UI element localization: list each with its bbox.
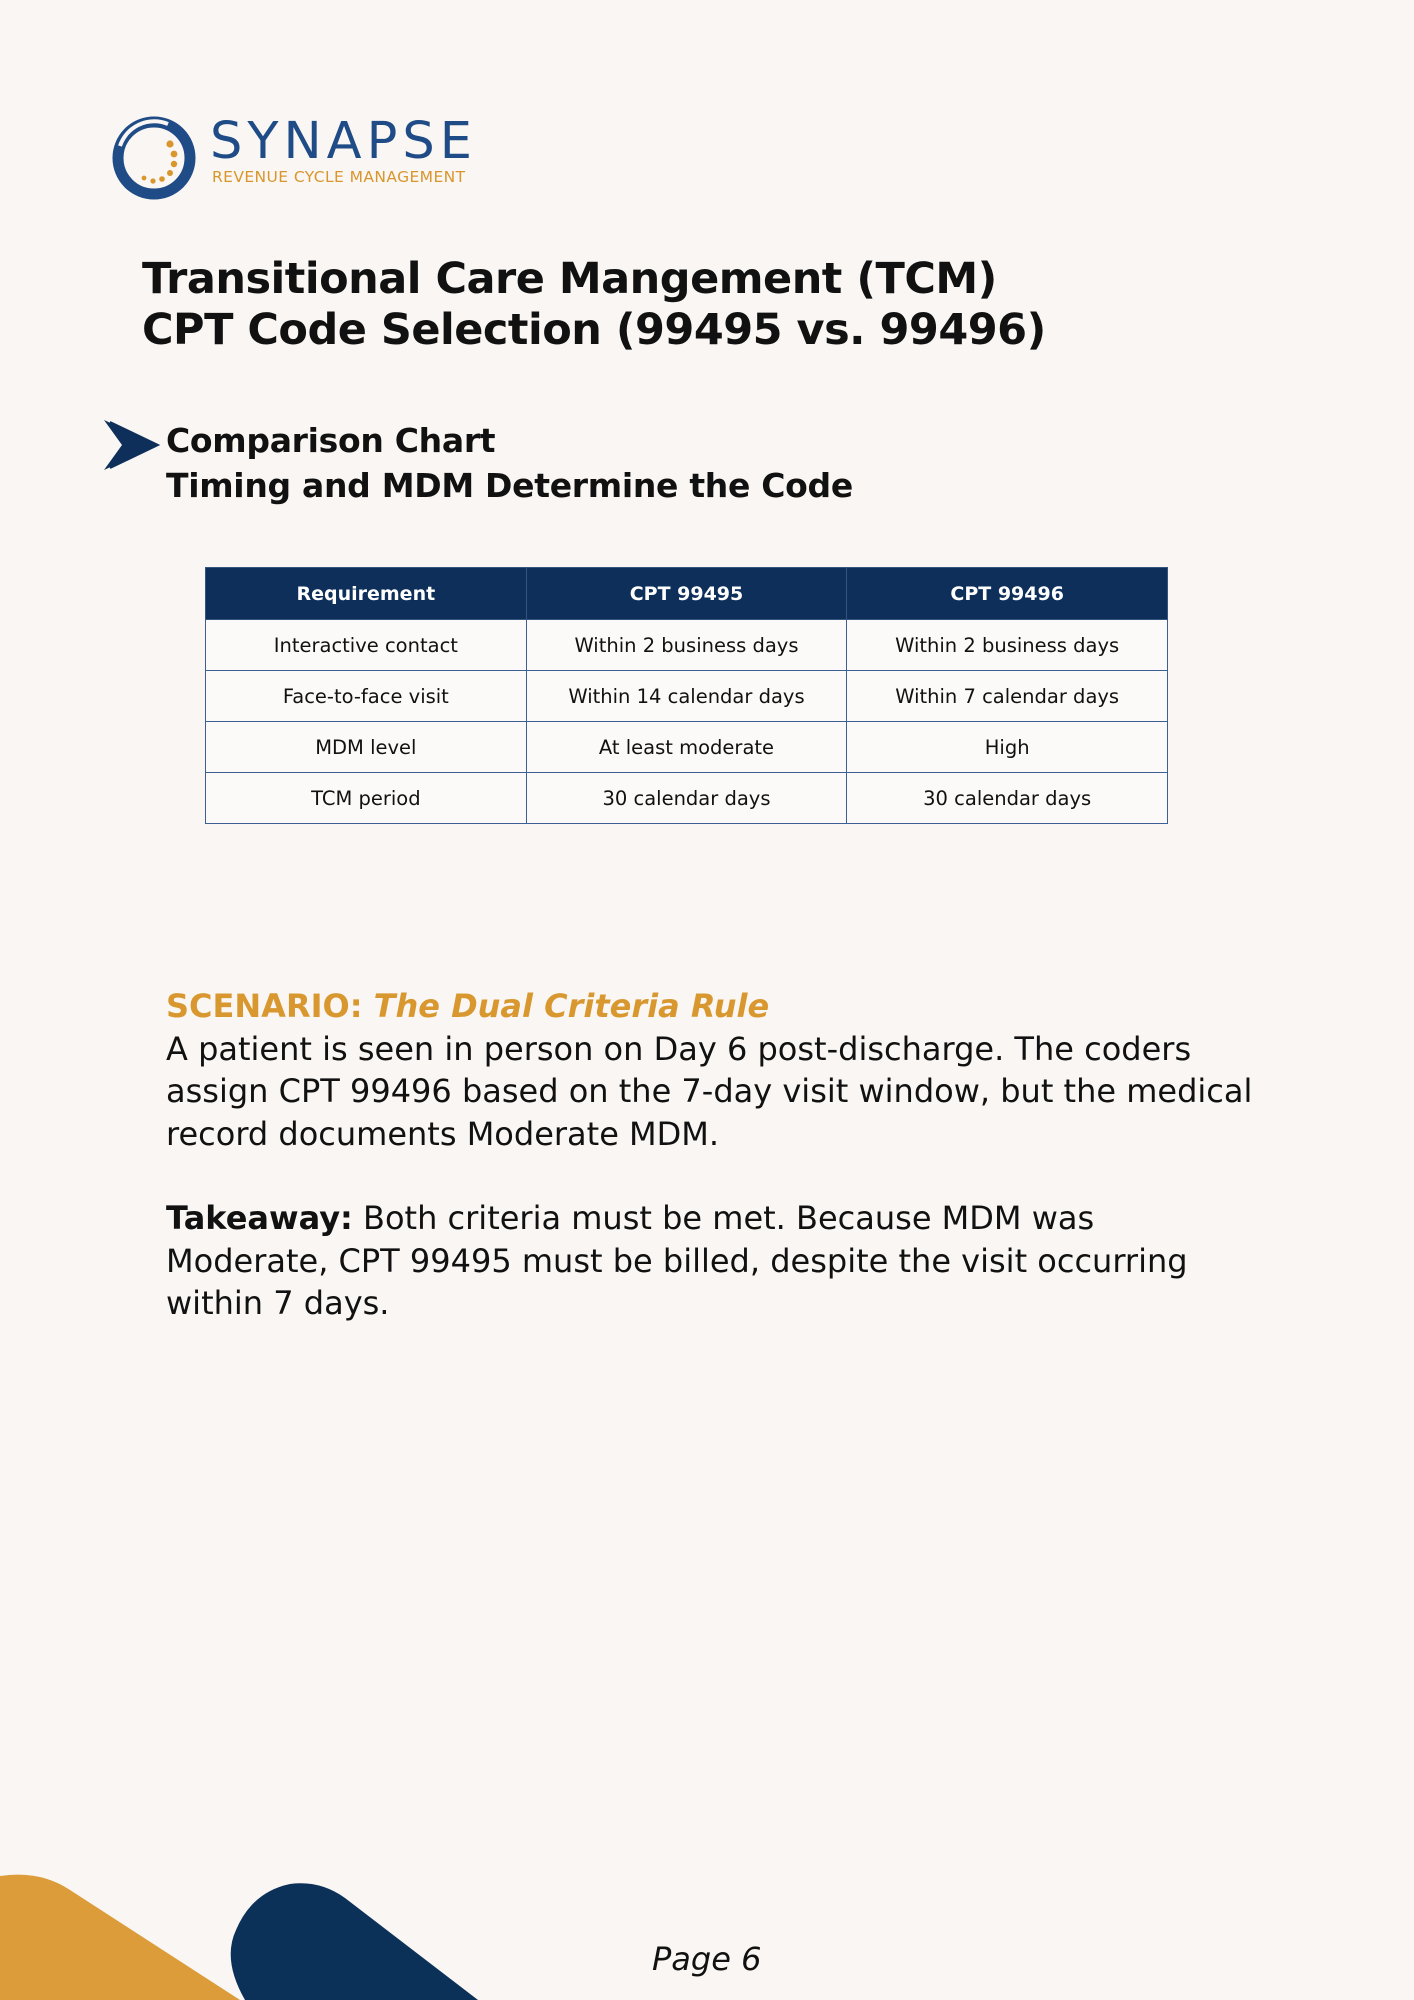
table-cell: Within 14 calendar days (526, 671, 847, 722)
table-cell: At least moderate (526, 722, 847, 773)
logo-wordmark: SYNAPSE (210, 112, 477, 171)
column-header: Requirement (206, 568, 527, 620)
page-title-line-1: Transitional Care Mangement (TCM) (142, 254, 997, 304)
table-cell: Within 7 calendar days (847, 671, 1168, 722)
scenario-block (166, 985, 1266, 1325)
takeaway-paragraph (166, 1197, 1266, 1325)
table-cell: MDM level (206, 722, 527, 773)
table-cell: 30 calendar days (526, 773, 847, 824)
comparison-table (205, 567, 1168, 824)
company-logo (108, 108, 528, 203)
synapse-logo-icon (108, 112, 200, 204)
table-cell: Within 2 business days (526, 620, 847, 671)
page-title-line-2: CPT Code Selection (99495 vs. 99496) (142, 305, 1046, 355)
table-row (206, 671, 1168, 722)
scenario-body: A patient is seen in person on Day 6 post-discharge. The coders assign CPT 99496 based on the 7-day visit window, but the medical record documents Moderate MDM. (166, 1029, 1253, 1153)
section-heading (166, 418, 1066, 508)
table-cell: TCM period (206, 773, 527, 824)
takeaway-label: Takeaway: (166, 1199, 353, 1237)
chevron-right-icon (102, 418, 160, 472)
table-cell: Within 2 business days (847, 620, 1168, 671)
scenario-heading (166, 985, 1266, 1028)
takeaway-text: Both criteria must be met. Because MDM was Moderate, CPT 99495 must be billed, despite the visit occurring within 7 days. (166, 1199, 1188, 1322)
table-cell: 30 calendar days (847, 773, 1168, 824)
page-number: Page 6 (652, 1940, 762, 1978)
table-header-row (206, 568, 1168, 620)
table-row (206, 620, 1168, 671)
paragraph-spacer (166, 1155, 1266, 1197)
table-cell: High (847, 722, 1168, 773)
section-heading-line-1: Comparison Chart (166, 421, 496, 460)
column-header: CPT 99496 (847, 568, 1168, 620)
column-header: CPT 99495 (526, 568, 847, 620)
logo-tagline: REVENUE CYCLE MANAGEMENT (212, 168, 466, 186)
page-title (142, 254, 1292, 356)
table-cell: Face-to-face visit (206, 671, 527, 722)
section-heading-line-2: Timing and MDM Determine the Code (166, 466, 853, 505)
scenario-label: SCENARIO: (166, 987, 363, 1025)
scenario-name: The Dual Criteria Rule (373, 987, 770, 1025)
table-cell: Interactive contact (206, 620, 527, 671)
table-row (206, 722, 1168, 773)
table-row (206, 773, 1168, 824)
footer-decoration (0, 1860, 520, 2000)
